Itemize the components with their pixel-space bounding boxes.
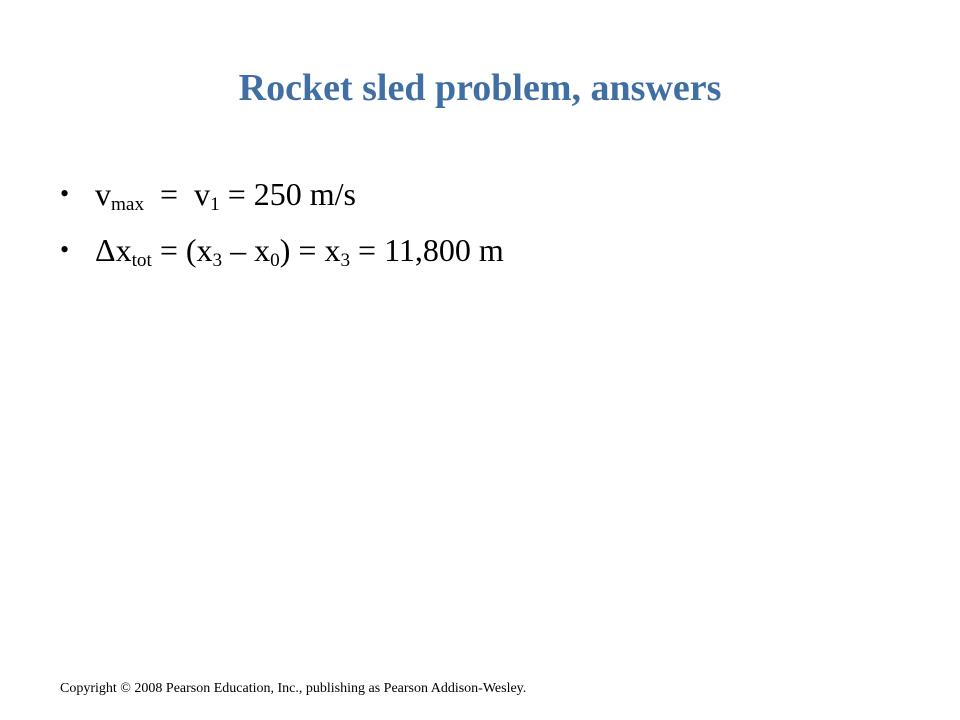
subscript-tot: tot: [131, 249, 152, 271]
text-delta-x: Δx: [95, 232, 132, 268]
subscript-3: 3: [212, 249, 223, 271]
text-open-x: = (x: [151, 232, 213, 268]
subscript-0: 0: [270, 249, 280, 271]
bullet-text-vmax: [95, 170, 356, 218]
bullet-delta-x: [60, 226, 920, 282]
text-value-11800: = 11,800 m: [350, 232, 504, 268]
text-close-x: ) = x: [279, 232, 341, 268]
bullet-dot-icon: •: [60, 235, 70, 264]
bullet-list: [60, 170, 920, 282]
text-value-250: = 250 m/s: [219, 176, 356, 212]
slide-title: Rocket sled problem, answers: [238, 67, 722, 109]
bullet-vmax: [60, 170, 920, 226]
subscript-3b: 3: [340, 249, 351, 271]
bullet-text-delta-x: [95, 226, 504, 274]
text-minus-x: – x: [222, 232, 271, 268]
text-equals-v: = v: [144, 176, 211, 212]
subscript-max: max: [111, 193, 145, 215]
copyright-notice: Copyright © 2008 Pearson Education, Inc., publishing as Pearson Addison-Wesley.: [60, 681, 527, 696]
bullet-dot-icon: •: [60, 179, 70, 208]
subscript-1: 1: [210, 193, 220, 215]
text-v: v: [95, 176, 111, 212]
